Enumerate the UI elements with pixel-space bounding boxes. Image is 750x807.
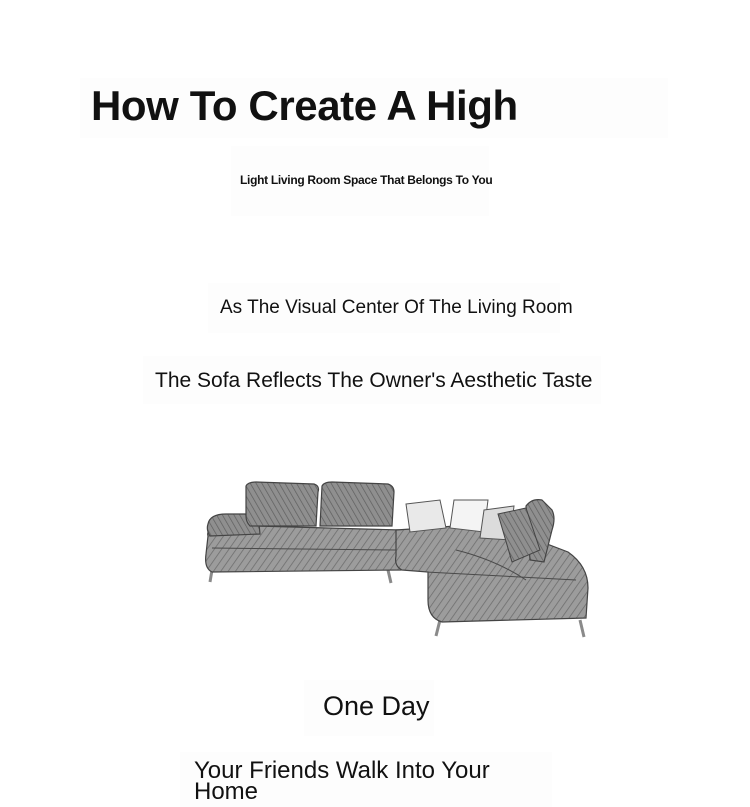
sofa-back-cushion-1: [246, 482, 319, 526]
sectional-sofa-sketch: [196, 470, 596, 650]
page-title: How To Create A High: [91, 82, 518, 129]
text-line-3: One Day: [323, 691, 430, 721]
page-subtitle: Light Living Room Space That Belongs To You: [240, 173, 493, 187]
text-line-2: The Sofa Reflects The Owner's Aesthetic Taste: [155, 369, 593, 392]
sofa-chaise-base: [396, 526, 588, 622]
pillow-white-1: [406, 500, 446, 532]
text-line-1: As The Visual Center Of The Living Room: [220, 297, 573, 318]
sofa-back-cushion-2: [320, 482, 394, 526]
text-line-4: Your Friends Walk Into Your Home: [194, 757, 490, 805]
